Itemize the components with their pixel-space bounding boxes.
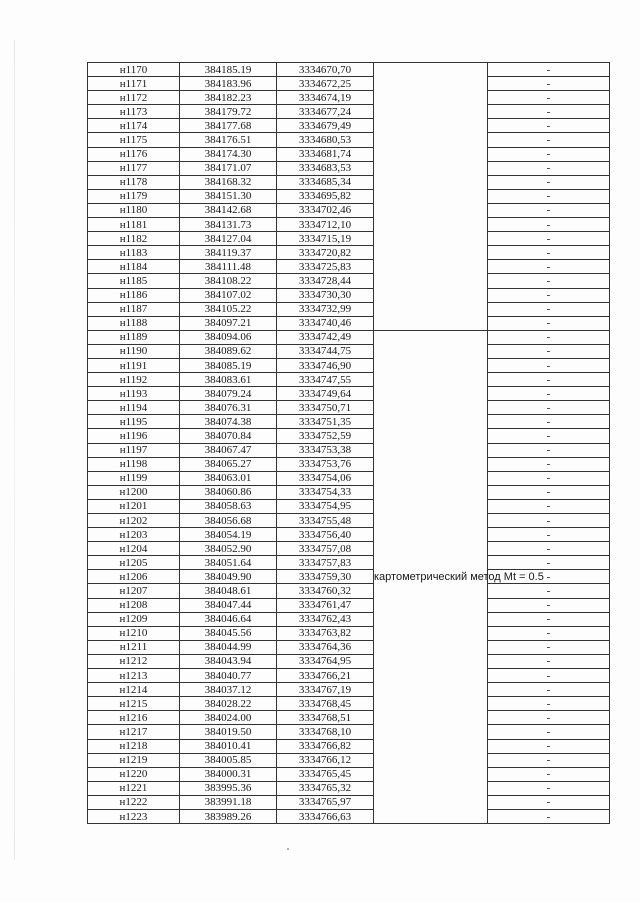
method-cell-empty (374, 63, 488, 331)
x-coordinate-cell: 384000.31 (180, 767, 277, 781)
y-coordinate-cell: 3334756,40 (277, 528, 374, 542)
point-name-cell: н1212 (88, 654, 180, 668)
note-cell: - (488, 739, 610, 753)
x-coordinate-cell: 384097.21 (180, 316, 277, 330)
point-name-cell: н1210 (88, 626, 180, 640)
y-coordinate-cell: 3334728,44 (277, 274, 374, 288)
y-coordinate-cell: 3334677,24 (277, 105, 374, 119)
x-coordinate-cell: 384054.19 (180, 528, 277, 542)
note-cell: - (488, 711, 610, 725)
note-cell: - (488, 147, 610, 161)
note-cell: - (488, 514, 610, 528)
point-name-cell: н1199 (88, 471, 180, 485)
y-coordinate-cell: 3334760,32 (277, 584, 374, 598)
point-name-cell: н1188 (88, 316, 180, 330)
point-name-cell: н1202 (88, 514, 180, 528)
point-name-cell: н1217 (88, 725, 180, 739)
note-cell: - (488, 528, 610, 542)
note-cell: - (488, 626, 610, 640)
x-coordinate-cell: 384060.86 (180, 485, 277, 499)
point-name-cell: н1204 (88, 542, 180, 556)
y-coordinate-cell: 3334715,19 (277, 232, 374, 246)
note-cell: - (488, 556, 610, 570)
point-name-cell: н1207 (88, 584, 180, 598)
x-coordinate-cell: 384179.72 (180, 105, 277, 119)
y-coordinate-cell: 3334751,35 (277, 415, 374, 429)
note-cell: - (488, 274, 610, 288)
note-cell: - (488, 415, 610, 429)
y-coordinate-cell: 3334768,10 (277, 725, 374, 739)
table-row (88, 415, 610, 429)
x-coordinate-cell: 384079.24 (180, 387, 277, 401)
table-row (88, 330, 610, 344)
note-cell: - (488, 260, 610, 274)
note-cell: - (488, 683, 610, 697)
note-cell: - (488, 457, 610, 471)
point-name-cell: н1191 (88, 358, 180, 372)
point-name-cell: н1221 (88, 781, 180, 795)
note-cell: - (488, 598, 610, 612)
y-coordinate-cell: 3334766,21 (277, 669, 374, 683)
point-name-cell: н1190 (88, 344, 180, 358)
table-row (88, 767, 610, 781)
note-cell: - (488, 697, 610, 711)
x-coordinate-cell: 384108.22 (180, 274, 277, 288)
note-cell: - (488, 77, 610, 91)
x-coordinate-cell: 384028.22 (180, 697, 277, 711)
y-coordinate-cell: 3334702,46 (277, 203, 374, 217)
note-cell: - (488, 358, 610, 372)
x-coordinate-cell: 384010.41 (180, 739, 277, 753)
x-coordinate-cell: 384151.30 (180, 189, 277, 203)
note-cell: - (488, 401, 610, 415)
table-row (88, 739, 610, 753)
table-row (88, 288, 610, 302)
y-coordinate-cell: 3334768,45 (277, 697, 374, 711)
y-coordinate-cell: 3334720,82 (277, 246, 374, 260)
x-coordinate-cell: 384074.38 (180, 415, 277, 429)
y-coordinate-cell: 3334749,64 (277, 387, 374, 401)
note-cell: - (488, 443, 610, 457)
x-coordinate-cell: 384058.63 (180, 499, 277, 513)
x-coordinate-cell: 384040.77 (180, 669, 277, 683)
table-row (88, 598, 610, 612)
note-cell: - (488, 669, 610, 683)
point-name-cell: н1172 (88, 91, 180, 105)
note-cell: - (488, 387, 610, 401)
note-cell: - (488, 175, 610, 189)
table-row (88, 499, 610, 513)
point-name-cell: н1186 (88, 288, 180, 302)
x-coordinate-cell: 383995.36 (180, 781, 277, 795)
table-row (88, 218, 610, 232)
table-row (88, 584, 610, 598)
x-coordinate-cell: 384019.50 (180, 725, 277, 739)
table-row (88, 711, 610, 725)
point-name-cell: н1174 (88, 119, 180, 133)
note-cell: - (488, 330, 610, 344)
point-name-cell: н1180 (88, 203, 180, 217)
table-row (88, 302, 610, 316)
table-row (88, 203, 610, 217)
point-name-cell: н1192 (88, 373, 180, 387)
point-name-cell: н1216 (88, 711, 180, 725)
table-row (88, 795, 610, 809)
point-name-cell: н1200 (88, 485, 180, 499)
table-row (88, 683, 610, 697)
y-coordinate-cell: 3334765,32 (277, 781, 374, 795)
y-coordinate-cell: 3334742,49 (277, 330, 374, 344)
table-row (88, 189, 610, 203)
y-coordinate-cell: 3334695,82 (277, 189, 374, 203)
table-row (88, 514, 610, 528)
table-row (88, 669, 610, 683)
table-row (88, 401, 610, 415)
x-coordinate-cell: 384119.37 (180, 246, 277, 260)
note-cell: - (488, 612, 610, 626)
x-coordinate-cell: 384052.90 (180, 542, 277, 556)
point-name-cell: н1215 (88, 697, 180, 711)
note-cell: - (488, 570, 610, 584)
table-row (88, 654, 610, 668)
x-coordinate-cell: 383989.26 (180, 809, 277, 823)
note-cell: - (488, 232, 610, 246)
y-coordinate-cell: 3334766,82 (277, 739, 374, 753)
point-name-cell: н1211 (88, 640, 180, 654)
table-row (88, 387, 610, 401)
table-row (88, 542, 610, 556)
point-name-cell: н1206 (88, 570, 180, 584)
y-coordinate-cell: 3334679,49 (277, 119, 374, 133)
point-name-cell: н1173 (88, 105, 180, 119)
y-coordinate-cell: 3334680,53 (277, 133, 374, 147)
note-cell: - (488, 246, 610, 260)
x-coordinate-cell: 384083.61 (180, 373, 277, 387)
point-name-cell: н1209 (88, 612, 180, 626)
y-coordinate-cell: 3334767,19 (277, 683, 374, 697)
y-coordinate-cell: 3334672,25 (277, 77, 374, 91)
table-row (88, 697, 610, 711)
y-coordinate-cell: 3334670,70 (277, 63, 374, 77)
y-coordinate-cell: 3334750,71 (277, 401, 374, 415)
note-cell: - (488, 344, 610, 358)
y-coordinate-cell: 3334754,95 (277, 499, 374, 513)
point-name-cell: н1177 (88, 161, 180, 175)
table-row (88, 358, 610, 372)
x-coordinate-cell: 384056.68 (180, 514, 277, 528)
note-cell: - (488, 809, 610, 823)
x-coordinate-cell: 384049.90 (180, 570, 277, 584)
y-coordinate-cell: 3334730,30 (277, 288, 374, 302)
point-name-cell: н1213 (88, 669, 180, 683)
x-coordinate-cell: 384127.04 (180, 232, 277, 246)
x-coordinate-cell: 384046.64 (180, 612, 277, 626)
table-row (88, 373, 610, 387)
x-coordinate-cell: 384111.48 (180, 260, 277, 274)
point-name-cell: н1175 (88, 133, 180, 147)
point-name-cell: н1214 (88, 683, 180, 697)
x-coordinate-cell: 384067.47 (180, 443, 277, 457)
point-name-cell: н1184 (88, 260, 180, 274)
x-coordinate-cell: 384065.27 (180, 457, 277, 471)
table-row (88, 457, 610, 471)
point-name-cell: н1223 (88, 809, 180, 823)
table-row (88, 344, 610, 358)
note-cell: - (488, 485, 610, 499)
table-row (88, 556, 610, 570)
y-coordinate-cell: 3334766,63 (277, 809, 374, 823)
point-name-cell: н1182 (88, 232, 180, 246)
y-coordinate-cell: 3334754,06 (277, 471, 374, 485)
x-coordinate-cell: 384024.00 (180, 711, 277, 725)
point-name-cell: н1203 (88, 528, 180, 542)
point-name-cell: н1205 (88, 556, 180, 570)
y-coordinate-cell: 3334747,55 (277, 373, 374, 387)
table-row (88, 781, 610, 795)
note-cell: - (488, 105, 610, 119)
table-row (88, 528, 610, 542)
y-coordinate-cell: 3334759,30 (277, 570, 374, 584)
table-row (88, 105, 610, 119)
point-name-cell: н1179 (88, 189, 180, 203)
x-coordinate-cell: 384107.02 (180, 288, 277, 302)
note-cell: - (488, 288, 610, 302)
x-coordinate-cell: 384177.68 (180, 119, 277, 133)
x-coordinate-cell: 384085.19 (180, 358, 277, 372)
table-row (88, 809, 610, 823)
x-coordinate-cell: 384089.62 (180, 344, 277, 358)
note-cell: - (488, 133, 610, 147)
note-cell: - (488, 91, 610, 105)
note-cell: - (488, 795, 610, 809)
note-cell: - (488, 781, 610, 795)
note-cell: - (488, 373, 610, 387)
y-coordinate-cell: 3334757,83 (277, 556, 374, 570)
y-coordinate-cell: 3334761,47 (277, 598, 374, 612)
point-name-cell: н1176 (88, 147, 180, 161)
y-coordinate-cell: 3334768,51 (277, 711, 374, 725)
table-row (88, 232, 610, 246)
point-name-cell: н1201 (88, 499, 180, 513)
note-cell: - (488, 725, 610, 739)
x-coordinate-cell: 384051.64 (180, 556, 277, 570)
x-coordinate-cell: 384005.85 (180, 753, 277, 767)
note-cell: - (488, 218, 610, 232)
table-row (88, 119, 610, 133)
table-row (88, 429, 610, 443)
table-row (88, 91, 610, 105)
x-coordinate-cell: 384047.44 (180, 598, 277, 612)
method-cell: картометрический метод Mt = 0.5 (374, 330, 488, 823)
x-coordinate-cell: 384183.96 (180, 77, 277, 91)
x-coordinate-cell: 383991.18 (180, 795, 277, 809)
y-coordinate-cell: 3334755,48 (277, 514, 374, 528)
note-cell: - (488, 499, 610, 513)
y-coordinate-cell: 3334763,82 (277, 626, 374, 640)
table-row (88, 725, 610, 739)
point-name-cell: н1208 (88, 598, 180, 612)
x-coordinate-cell: 384105.22 (180, 302, 277, 316)
table-row (88, 485, 610, 499)
y-coordinate-cell: 3334764,95 (277, 654, 374, 668)
point-name-cell: н1197 (88, 443, 180, 457)
x-coordinate-cell: 384174.30 (180, 147, 277, 161)
note-cell: - (488, 203, 610, 217)
point-name-cell: н1196 (88, 429, 180, 443)
note-cell: - (488, 542, 610, 556)
y-coordinate-cell: 3334732,99 (277, 302, 374, 316)
x-coordinate-cell: 384044.99 (180, 640, 277, 654)
point-name-cell: н1193 (88, 387, 180, 401)
point-name-cell: н1189 (88, 330, 180, 344)
x-coordinate-cell: 384171.07 (180, 161, 277, 175)
point-name-cell: н1170 (88, 63, 180, 77)
x-coordinate-cell: 384176.51 (180, 133, 277, 147)
y-coordinate-cell: 3334725,83 (277, 260, 374, 274)
note-cell: - (488, 640, 610, 654)
x-coordinate-cell: 384168.32 (180, 175, 277, 189)
y-coordinate-cell: 3334752,59 (277, 429, 374, 443)
table-row (88, 443, 610, 457)
x-coordinate-cell: 384094.06 (180, 330, 277, 344)
y-coordinate-cell: 3334753,38 (277, 443, 374, 457)
table-row (88, 147, 610, 161)
table-row (88, 161, 610, 175)
x-coordinate-cell: 384185.19 (180, 63, 277, 77)
x-coordinate-cell: 384045.56 (180, 626, 277, 640)
table-row (88, 316, 610, 330)
x-coordinate-cell: 384037.12 (180, 683, 277, 697)
y-coordinate-cell: 3334766,12 (277, 753, 374, 767)
point-name-cell: н1171 (88, 77, 180, 91)
table-row (88, 63, 610, 77)
point-name-cell: н1194 (88, 401, 180, 415)
point-name-cell: н1185 (88, 274, 180, 288)
point-name-cell: н1187 (88, 302, 180, 316)
note-cell: - (488, 471, 610, 485)
x-coordinate-cell: 384070.84 (180, 429, 277, 443)
point-name-cell: н1183 (88, 246, 180, 260)
coordinates-table-body (88, 63, 610, 824)
y-coordinate-cell: 3334762,43 (277, 612, 374, 626)
point-name-cell: н1219 (88, 753, 180, 767)
y-coordinate-cell: 3334685,34 (277, 175, 374, 189)
note-cell: - (488, 302, 610, 316)
note-cell: - (488, 119, 610, 133)
note-cell: - (488, 767, 610, 781)
point-name-cell: н1218 (88, 739, 180, 753)
table-row (88, 175, 610, 189)
note-cell: - (488, 429, 610, 443)
table-row (88, 640, 610, 654)
y-coordinate-cell: 3334740,46 (277, 316, 374, 330)
y-coordinate-cell: 3334712,10 (277, 218, 374, 232)
x-coordinate-cell: 384048.61 (180, 584, 277, 598)
table-row (88, 274, 610, 288)
table-row (88, 133, 610, 147)
y-coordinate-cell: 3334757,08 (277, 542, 374, 556)
y-coordinate-cell: 3334681,74 (277, 147, 374, 161)
y-coordinate-cell: 3334746,90 (277, 358, 374, 372)
point-name-cell: н1220 (88, 767, 180, 781)
table-row (88, 626, 610, 640)
x-coordinate-cell: 384182.23 (180, 91, 277, 105)
note-cell: - (488, 584, 610, 598)
coordinates-table (87, 62, 610, 824)
table-row (88, 612, 610, 626)
y-coordinate-cell: 3334754,33 (277, 485, 374, 499)
table-row (88, 471, 610, 485)
point-name-cell: н1198 (88, 457, 180, 471)
note-cell: - (488, 161, 610, 175)
x-coordinate-cell: 384131.73 (180, 218, 277, 232)
point-name-cell: н1178 (88, 175, 180, 189)
point-name-cell: н1222 (88, 795, 180, 809)
y-coordinate-cell: 3334674,19 (277, 91, 374, 105)
note-cell: - (488, 316, 610, 330)
y-coordinate-cell: 3334744,75 (277, 344, 374, 358)
point-name-cell: н1195 (88, 415, 180, 429)
y-coordinate-cell: 3334764,36 (277, 640, 374, 654)
y-coordinate-cell: 3334765,45 (277, 767, 374, 781)
note-cell: - (488, 63, 610, 77)
y-coordinate-cell: 3334683,53 (277, 161, 374, 175)
scan-edge-shadow (14, 40, 15, 860)
x-coordinate-cell: 384063.01 (180, 471, 277, 485)
point-name-cell: н1181 (88, 218, 180, 232)
x-coordinate-cell: 384076.31 (180, 401, 277, 415)
table-row (88, 260, 610, 274)
table-row (88, 246, 610, 260)
table-row (88, 77, 610, 91)
x-coordinate-cell: 384043.94 (180, 654, 277, 668)
table-row (88, 753, 610, 767)
x-coordinate-cell: 384142.68 (180, 203, 277, 217)
y-coordinate-cell: 3334753,76 (277, 457, 374, 471)
note-cell: - (488, 654, 610, 668)
note-cell: - (488, 753, 610, 767)
note-cell: - (488, 189, 610, 203)
y-coordinate-cell: 3334765,97 (277, 795, 374, 809)
scan-speck (287, 848, 289, 850)
